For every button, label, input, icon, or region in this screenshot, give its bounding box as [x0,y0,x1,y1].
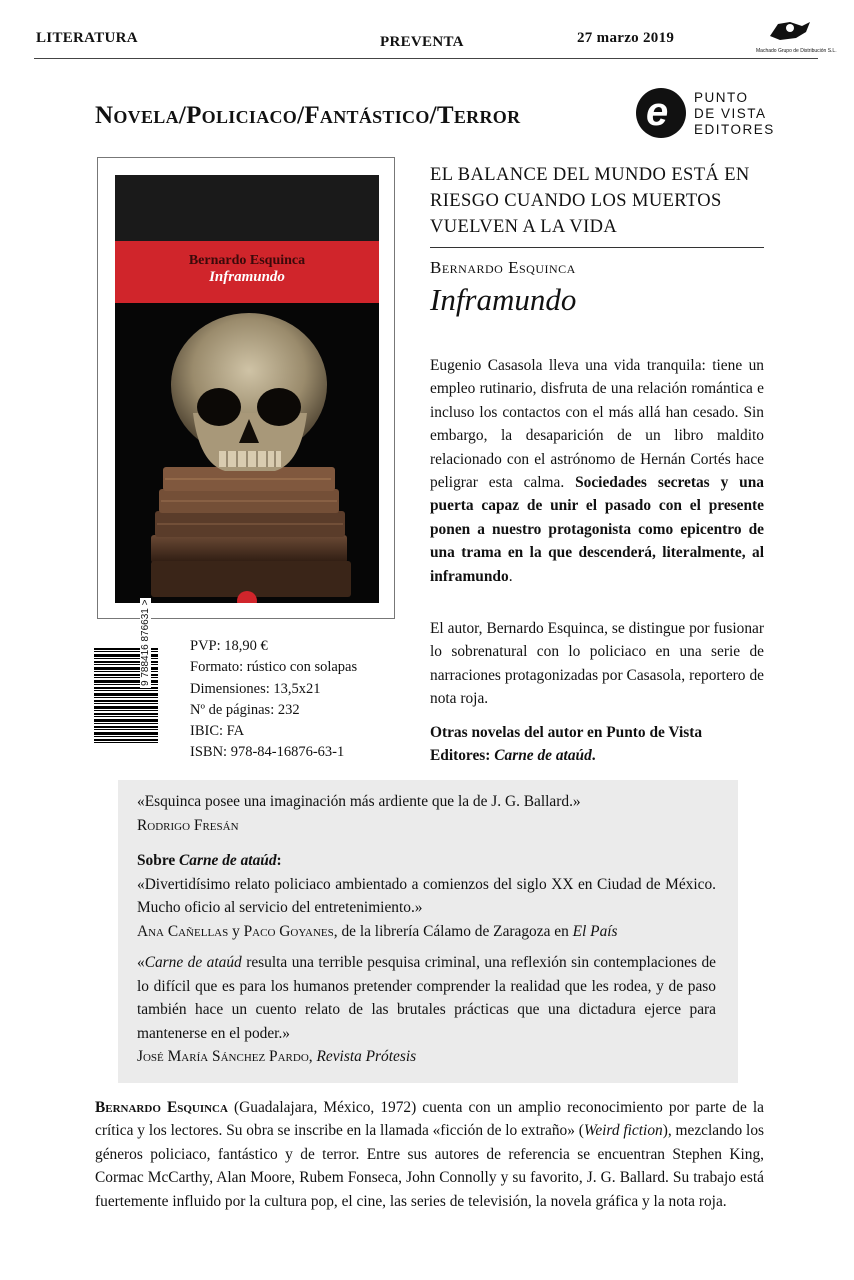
sobre-heading: Sobre Carne de ataúd: [137,852,282,869]
other-novels: Otras novelas del autor en Punto de Vista Editores: Carne de ataúd. [430,724,703,765]
spec-isbn: ISBN: 978-84-16876-63-1 [190,744,345,761]
quote-3-text: «Carne de ataúd resulta una terrible pesquisa criminal, una reflexión sin contemplaciones de lo difícil que es para los humanos pretender comprender la realidad que les rodea, y de paso también hace un cuento relato de las brutales prácticas que una dictadura ejerce para mantenerse en el poder.» [137,954,716,1042]
author-bio: Bernardo Esquinca (Guadalajara, México, 1972) cuenta con un amplio reconocimiento por parte de la crítica y los lectores. Su obra se inscribe en la llamada «ficción de lo extraño» (Weird fiction), mezclando los géneros policiaco, fantástico y de terror. Entre sus autores de referencia se encuentran Stephen King, Cormac McCarthy, Alan Moore, Rubem Fonseca, John Connolly y su favorito, J. G. Ballard. Su trabajo está fuertemente influido por la cultura pop, el cine, las series de televisión, la novela gráfica y la nota roja. [95,1099,765,1210]
publisher-logo [636,88,776,140]
bio-name: Bernardo Esquinca [95,1099,228,1116]
spec-pvp: PVP: 18,90 € [190,638,268,654]
header-rule [34,58,818,59]
isbn-barcode [94,599,158,744]
spec-dimensions: Dimensiones: 13,5x21 [190,680,321,697]
cover-title: Inframundo [209,269,285,285]
barcode-number: 9 788416 876631 > [140,599,151,686]
book-specs [190,636,357,764]
book-cover-frame [97,157,395,619]
quote-1-text: «Esquinca posee una imaginación más ardiente que la de J. G. Ballard.» [137,793,581,810]
publisher-line-3: EDITORES [694,122,775,137]
publisher-mark-icon: e [636,88,686,138]
publisher-line-1: PUNTO [694,90,749,105]
other-novel-title: Carne de ataúd [494,747,592,765]
header-section: LITERATURA [36,30,138,46]
book-cover [115,175,379,603]
cover-author: Bernardo Esquinca [188,253,306,268]
quote-2-text: «Divertidísimo relato policiaco ambientado a comienzos del siglo XX en Ciudad de México. Mucho oficio al servicio del entretenimiento.» [137,875,716,916]
header-date: 27 marzo 2019 [577,30,675,46]
press-quotes-box [118,780,738,1083]
synopsis: Eugenio Casasola lleva una vida tranquila: tiene un empleo rutinario, disfruta de una relación romántica e incluso los contactos con el más allá han cesado. Sin embargo, la desaparición de un libro maldito relacionado con el astrónomo de Hernán Cortés hace peligrar esta calma. Sociedades secretas y una puerta capaz de unir el pasado con el presente ponen a nuestro protagonista como epicentro de una trama en la que descenderá, literalmente, al inframundo. [430,357,764,585]
quote-1-author: Rodrigo Fresán [137,816,239,834]
quote-3-attribution: José María Sánchez Pardo, Revista Prótesis [137,1048,417,1065]
spec-pages: Nº de páginas: 232 [190,701,300,718]
column-rule [430,247,764,248]
genres-heading: Novela/Policiaco/Fantástico/Terror [95,102,521,129]
synopsis-highlight: Sociedades secretas y una puerta capaz de unir el pasado con el presente ponen a nuestro protagonista como epicentro de una trama en la que descenderá, literalmente, al inframundo [430,474,764,585]
distributor-logo [756,16,837,58]
spec-ibic: IBIC: FA [190,723,245,740]
publisher-line-2: DE VISTA [694,106,767,121]
book-title: Inframundo [430,282,577,317]
header-status: PREVENTA [380,34,464,50]
spec-format: Formato: rústico con solapas [190,659,358,676]
author-paragraph: El autor, Bernardo Esquinca, se distingue por fusionar lo sobrenatural con lo policiaco en una serie de narraciones protagonizadas por Casasola, reportero de nota roja. [430,620,764,708]
distributor-name: Machado Grupo de Distribución S.L. [756,48,837,54]
distributor-emblem-icon [756,16,820,48]
author-name: Bernardo Esquinca [430,258,576,277]
tagline: EL BALANCE DEL MUNDO ESTÁ EN RIESGO CUANDO LOS MUERTOS VUELVEN A LA VIDA [430,165,750,237]
skull-on-books-illustration [115,303,379,603]
quote-2-attribution: Ana Cañellas y Paco Goyanes, de la librería Cálamo de Zaragoza en El País [137,922,618,940]
